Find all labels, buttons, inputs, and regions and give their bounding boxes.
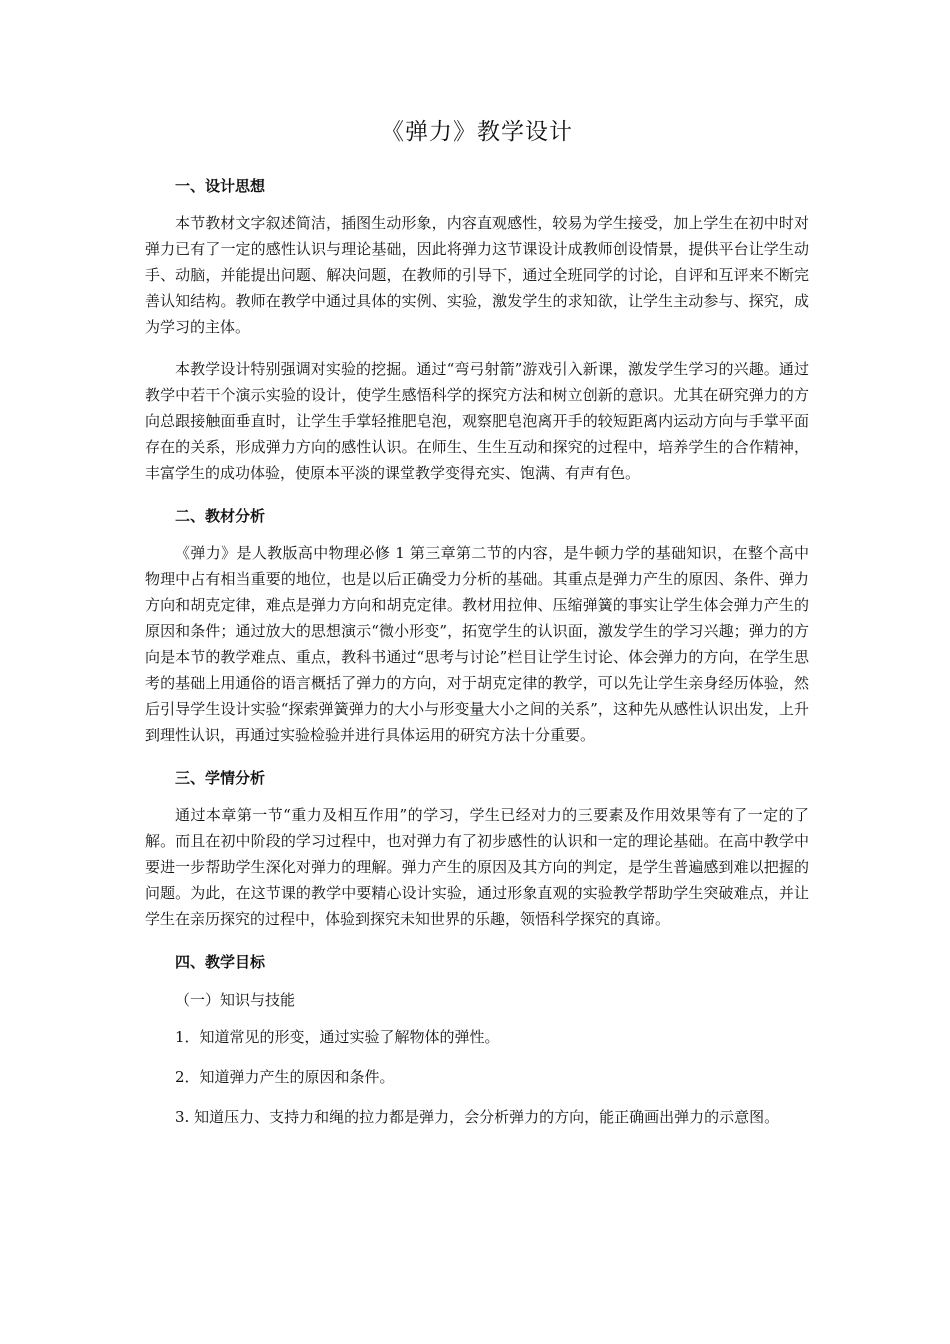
document-title: 《弹力》教学设计 <box>381 119 573 145</box>
list-item: 3. 知道压力、支持力和绳的拉力都是弹力，会分析弹力的方向，能正确画出弹力的示意图。 <box>175 1108 780 1126</box>
list-item: 1．知道常见的形变，通过实验了解物体的弹性。 <box>175 1028 500 1046</box>
subsection-heading: （一）知识与技能 <box>175 991 296 1009</box>
paragraph: 本节教材文字叙述简洁，插图生动形象，内容直观感性，较易为学生接受，加上学生在初中时对弹力已有了一定的感性认识与理论基础，因此将弹力这节课设计成教师创设情景，提供平台让学生动手、动脑，并能提出问题、解决问题，在教师的引导下，通过全班同学的讨论，自评和互评来不断完善认知结构。教师在教学中通过具体的实例、实验，激发学生的求知欲，让学生主动参与、探究，成为学习的主体。 <box>145 214 809 336</box>
paragraph: 《弹力》是人教版高中物理必修 1 第三章第二节的内容，是牛顿力学的基础知识，在整个高中物理中占有相当重要的地位，也是以后正确受力分析的基础。其重点是弹力产生的原因、条件、弹力方向和胡克定律，难点是弹力方向和胡克定律。教材用拉伸、压缩弹簧的事实让学生体会弹力产生的原因和条件；通过放大的思想演示“微小形变”，拓宽学生的认识面，激发学生的学习兴趣；弹力的方向是本节的教学难点、重点，教科书通过“思考与讨论”栏目让学生讨论、体会弹力的方向，在学生思考的基础上用通俗的语言概括了弹力的方向，对于胡克定律的教学，可以先让学生亲身经历体验，然后引导学生设计实验“探索弹簧弹力的大小与形变量大小之间的关系”，这种先从感性认识出发，上升到理性认识，再通过实验检验并进行具体运用的研究方法十分重要。 <box>145 544 809 744</box>
section-heading: 二、教材分析 <box>175 507 266 525</box>
section-textbook-analysis <box>145 502 809 748</box>
section-student-analysis <box>145 764 809 932</box>
document-page <box>145 112 809 1144</box>
section-heading: 四、教学目标 <box>175 953 266 971</box>
list-item: 2．知道弹力产生的原因和条件。 <box>175 1068 395 1086</box>
paragraph: 本教学设计特别强调对实验的挖掘。通过“弯弓射箭”游戏引入新课，激发学生学习的兴趣。通过教学中若干个演示实验的设计，使学生感悟科学的探究方法和树立创新的意识。尤其在研究弹力的方向总跟接触面垂直时，让学生手掌轻推肥皂泡，观察肥皂泡离开手的较短距离内运动方向与手掌平面存在的关系，形成弹力方向的感性认识。在师生、生生互动和探究的过程中，培养学生的合作精神，丰富学生的成功体验，使原本平淡的课堂教学变得充实、饱满、有声有色。 <box>145 360 809 482</box>
section-heading: 三、学情分析 <box>175 769 266 787</box>
section-design-idea <box>145 172 809 486</box>
section-teaching-goals <box>145 948 809 1130</box>
section-heading: 一、设计思想 <box>175 177 266 195</box>
paragraph: 通过本章第一节“重力及相互作用”的学习，学生已经对力的三要素及作用效果等有了一定的了解。而且在初中阶段的学习过程中，也对弹力有了初步感性的认识和一定的理论基础。在高中教学中要进一步帮助学生深化对弹力的理解。弹力产生的原因及其方向的判定，是学生普遍感到难以把握的问题。为此，在这节课的教学中要精心设计实验，通过形象直观的实验教学帮助学生突破难点，并让学生在亲历探究的过程中，体验到探究未知世界的乐趣，领悟科学探究的真谛。 <box>145 806 809 928</box>
